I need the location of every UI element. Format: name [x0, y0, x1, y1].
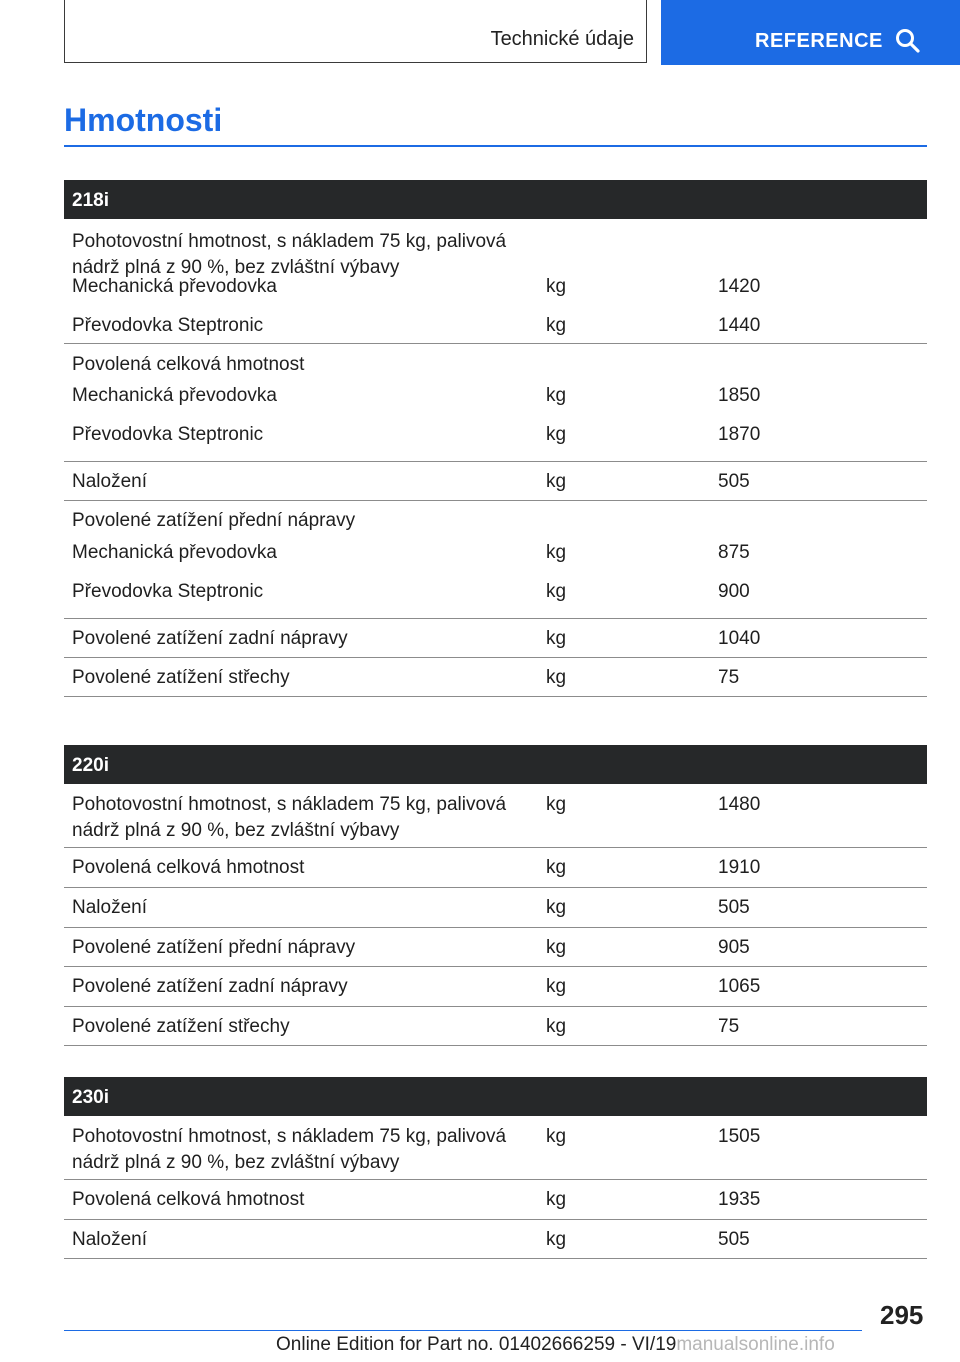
- row-label: Povolené zatížení zadní nápravy: [72, 976, 348, 997]
- model-table-230i: [64, 1077, 927, 1259]
- row-unit: kg: [546, 1016, 567, 1037]
- row-unit: kg: [546, 667, 567, 688]
- row-label: Mechanická převodovka: [72, 385, 277, 406]
- row-label: Povolené zatížení přední nápravy: [72, 510, 356, 531]
- row-label: Povolené zatížení střechy: [72, 667, 290, 688]
- row-value: 1935: [718, 1189, 761, 1210]
- row-label: Povolené zatížení střechy: [72, 1016, 290, 1037]
- edition-text: Online Edition for Part no. 01402666259 - VI/19: [276, 1334, 677, 1355]
- row-label: Povolená celková hmotnost: [72, 354, 305, 375]
- model-table-220i: [64, 745, 927, 1046]
- row-value: 1420: [718, 276, 761, 297]
- row-label: Povolená celková hmotnost: [72, 1189, 305, 1210]
- search-icon[interactable]: [895, 28, 921, 54]
- row-label: Převodovka Steptronic: [72, 581, 264, 602]
- row-value: 1065: [718, 976, 761, 997]
- row-value: 1480: [718, 794, 761, 815]
- row-unit: kg: [546, 937, 567, 958]
- row-label: Naložení: [72, 471, 147, 492]
- table-row: [64, 579, 927, 619]
- row-unit: kg: [546, 385, 567, 406]
- row-unit: kg: [546, 471, 567, 492]
- row-value: 75: [718, 1016, 740, 1037]
- table-row: [64, 422, 927, 462]
- table-row: [64, 462, 927, 501]
- table-row: [64, 1180, 927, 1220]
- row-unit: kg: [546, 542, 567, 563]
- reference-label: REFERENCE: [755, 30, 883, 52]
- page-number: 295: [880, 1300, 924, 1330]
- table-row: [64, 313, 927, 344]
- row-label: Povolená celková hmotnost: [72, 857, 305, 878]
- table-row: [64, 1116, 927, 1180]
- footer-edition: [276, 1334, 835, 1356]
- table-row: [64, 229, 927, 278]
- row-value: 1505: [718, 1126, 761, 1147]
- table-row: [64, 1007, 927, 1046]
- row-unit: kg: [546, 315, 567, 336]
- row-unit: kg: [546, 424, 567, 445]
- table-row: [64, 658, 927, 697]
- watermark-text: manualsonline.info: [676, 1334, 835, 1355]
- reference-tab[interactable]: [661, 0, 960, 65]
- row-label: Mechanická převodovka: [72, 276, 277, 297]
- row-unit: kg: [546, 794, 567, 815]
- row-unit: kg: [546, 897, 567, 918]
- row-label: Naložení: [72, 1229, 147, 1250]
- table-row: [64, 848, 927, 888]
- table-row: [64, 501, 927, 540]
- row-value: 505: [718, 471, 750, 492]
- row-value: 900: [718, 581, 750, 602]
- row-unit: kg: [546, 857, 567, 878]
- row-label: Pohotovostní hmotnost, s nákladem 75 kg, palivová nádrž plná z 90 %, bez zvláštní výbavy: [72, 1126, 507, 1173]
- table-row: [64, 619, 927, 658]
- row-label: Povolené zatížení zadní nápravy: [72, 628, 348, 649]
- row-label: Převodovka Steptronic: [72, 315, 264, 336]
- page-title: Hmotnosti: [64, 102, 223, 138]
- table-row: [64, 967, 927, 1007]
- section-title: Technické údaje: [490, 28, 634, 50]
- table-row: [64, 784, 927, 848]
- table-row: [64, 383, 927, 422]
- row-unit: kg: [546, 581, 567, 602]
- row-value: 1850: [718, 385, 761, 406]
- table-row: [64, 274, 927, 313]
- row-label: Povolené zatížení přední nápravy: [72, 937, 356, 958]
- model-header: 220i: [64, 745, 927, 784]
- row-unit: kg: [546, 976, 567, 997]
- row-value: 905: [718, 937, 750, 958]
- model-header: 230i: [64, 1077, 927, 1116]
- table-row: [64, 928, 927, 967]
- table-row: [64, 344, 927, 383]
- row-value: 1910: [718, 857, 761, 878]
- model-table-218i: [64, 180, 927, 697]
- row-label: Pohotovostní hmotnost, s nákladem 75 kg, palivová nádrž plná z 90 %, bez zvláštní výbavy: [72, 794, 507, 841]
- row-unit: kg: [546, 1229, 567, 1250]
- row-unit: kg: [546, 628, 567, 649]
- row-unit: kg: [546, 1189, 567, 1210]
- row-label: Mechanická převodovka: [72, 542, 277, 563]
- row-value: 1440: [718, 315, 761, 336]
- table-row: [64, 1220, 927, 1259]
- title-divider: [64, 145, 927, 147]
- model-header: 218i: [64, 180, 927, 219]
- row-value: 1870: [718, 424, 761, 445]
- row-label: Pohotovostní hmotnost, s nákladem 75 kg, palivová nádrž plná z 90 %, bez zvláštní výbavy: [72, 231, 507, 278]
- row-unit: kg: [546, 1126, 567, 1147]
- row-value: 505: [718, 1229, 750, 1250]
- row-unit: kg: [546, 276, 567, 297]
- footer-divider: [64, 1330, 862, 1331]
- row-value: 1040: [718, 628, 761, 649]
- row-label: Převodovka Steptronic: [72, 424, 264, 445]
- table-row: [64, 888, 927, 928]
- row-label: Naložení: [72, 897, 147, 918]
- table-row: [64, 540, 927, 579]
- row-value: 875: [718, 542, 750, 563]
- row-value: 75: [718, 667, 740, 688]
- row-value: 505: [718, 897, 750, 918]
